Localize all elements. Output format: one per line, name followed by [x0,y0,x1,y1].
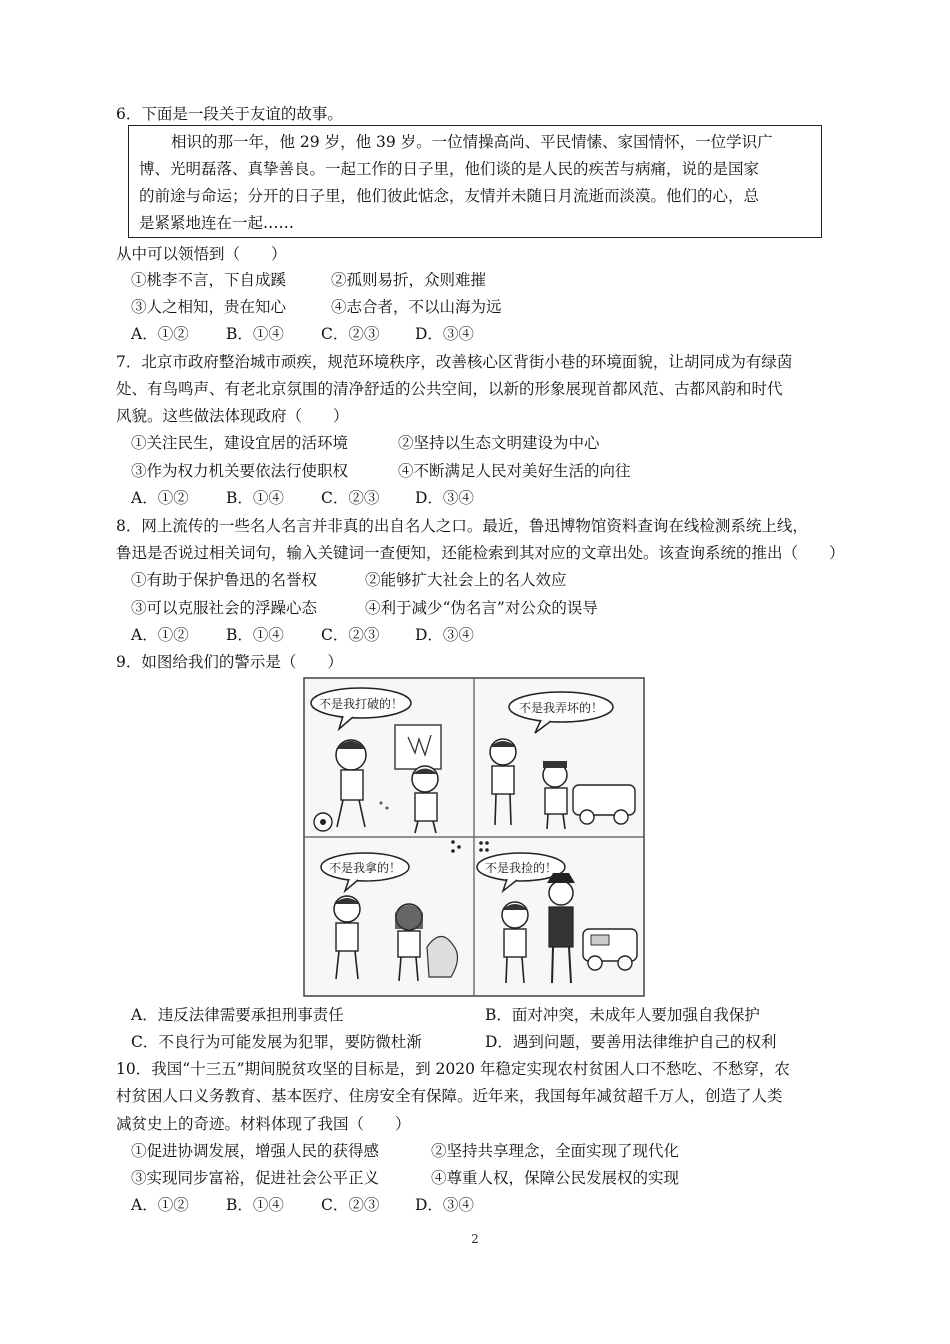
q6-question: 从中可以领悟到（ ） [116,245,287,263]
q6-story-line-2: 博、光明磊落、真挚善良。一起工作的日子里，他们谈的是人民的疾苦与病痛，说的是国家 [139,160,760,178]
page-number: 2 [471,1232,479,1246]
q8-item-2: ②能够扩大社会上的名人效应 [365,571,567,589]
q6-story-line-4: 是紧紧地连在一起…… [139,214,295,232]
q7-item-3: ③作为权力机关要依法行使职权 [131,462,349,480]
q10-item-2: ②坚持共享理念，全面实现了现代化 [431,1142,680,1160]
q7-choice-b: B．①④ [226,489,284,507]
q7-stem-line-3: 风貌。这些做法体现政府（ ） [116,407,349,425]
q6-stem: 6．下面是一段关于友谊的故事。 [116,105,343,123]
q8-item-1: ①有助于保护鲁迅的名誉权 [131,571,318,589]
q10-stem-line-3: 减贫史上的奇迹。材料体现了我国（ ） [116,1115,411,1133]
q10-item-4: ④尊重人权，保障公民发展权的实现 [431,1169,680,1187]
q9-choice-a: A．违反法律需要承担刑事责任 [131,1006,344,1024]
q10-choice-d: D．③④ [415,1196,474,1214]
q7-choice-d: D．③④ [415,489,474,507]
bubble-3: 不是我拿的！ [328,861,402,875]
q7-stem-line-2: 处、有鸟鸣声、有老北京氛围的清净舒适的公共空间，以新的形象展现首都风范、古都风韵和时代 [116,380,783,398]
q7-item-4: ④不断满足人民对美好生活的向往 [398,462,631,480]
q6-item-1: ①桃李不言，下自成蹊 [131,271,287,289]
bubble-4: 不是我捡的！ [484,861,558,875]
q10-stem-line-1: 10．我国“十三五”期间脱贫攻坚的目标是，到 2020 年稳定实现农村贫困人口不愁吃、不愁穿，农 [116,1060,790,1078]
q6-choice-a: A．①② [131,325,189,343]
q8-stem-line-1: 8．网上流传的一些名人名言并非真的出自名人之口。最近，鲁迅博物馆资料查询在线检测系统上线， [116,517,808,535]
q7-item-1: ①关注民生，建设宜居的活环境 [131,434,349,452]
q6-item-3: ③人之相知，贵在知心 [131,298,287,316]
q9-cartoon [303,677,645,997]
q6-story-line-1: 相识的那一年，他 29 岁，他 39 岁。一位情操高尚、平民情愫、家国情怀，一位学识广 [171,133,773,151]
q10-item-3: ③实现同步富裕，促进社会公平正义 [131,1169,380,1187]
q7-stem-line-1: 7．北京市政府整治城市顽疾，规范环境秩序，改善核心区背街小巷的环境面貌，让胡同成为有绿茵 [116,353,793,371]
q9-choice-d: D．遇到问题，要善用法律维护自己的权利 [485,1033,777,1051]
q8-choice-c: C．②③ [321,626,380,644]
q6-choice-d: D．③④ [415,325,474,343]
q8-choice-a: A．①② [131,626,189,644]
q6-item-4: ④志合者，不以山海为远 [331,298,502,316]
q7-choice-c: C．②③ [321,489,380,507]
q10-stem-line-2: 村贫困人口义务教育、基本医疗、住房安全有保障。近年来，我国每年减贫超千万人，创造了人类 [116,1087,783,1105]
q6-choice-b: B．①④ [226,325,284,343]
q10-choice-a: A．①② [131,1196,189,1214]
q8-choice-b: B．①④ [226,626,284,644]
q8-item-4: ④利于减少“伪名言”对公众的误导 [365,599,598,617]
q6-item-2: ②孤则易折，众则难摧 [331,271,487,289]
q9-choice-b: B．面对冲突，未成年人要加强自我保护 [485,1006,760,1024]
q8-item-3: ③可以克服社会的浮躁心态 [131,599,318,617]
q9-stem: 9．如图给我们的警示是（ ） [116,653,343,671]
q6-choice-c: C．②③ [321,325,380,343]
q8-stem-line-2: 鲁迅是否说过相关词句，输入关键词一查便知，还能检索到其对应的文章出处。该查询系统的推出（ ） [116,544,845,562]
q10-choice-b: B．①④ [226,1196,284,1214]
q8-choice-d: D．③④ [415,626,474,644]
bubble-2: 不是我弄坏的！ [518,701,604,715]
q6-story-box [128,125,822,238]
q9-choice-c: C．不良行为可能发展为犯罪，要防微杜渐 [131,1033,422,1051]
q10-choice-c: C．②③ [321,1196,380,1214]
bubble-1: 不是我打破的！ [318,697,404,711]
q10-item-1: ①促进协调发展，增强人民的获得感 [131,1142,380,1160]
q7-choice-a: A．①② [131,489,189,507]
q7-item-2: ②坚持以生态文明建设为中心 [398,434,600,452]
q6-story-line-3: 的前途与命运；分开的日子里，他们彼此惦念，友情并未随日月流逝而淡漠。他们的心，总 [139,187,760,205]
